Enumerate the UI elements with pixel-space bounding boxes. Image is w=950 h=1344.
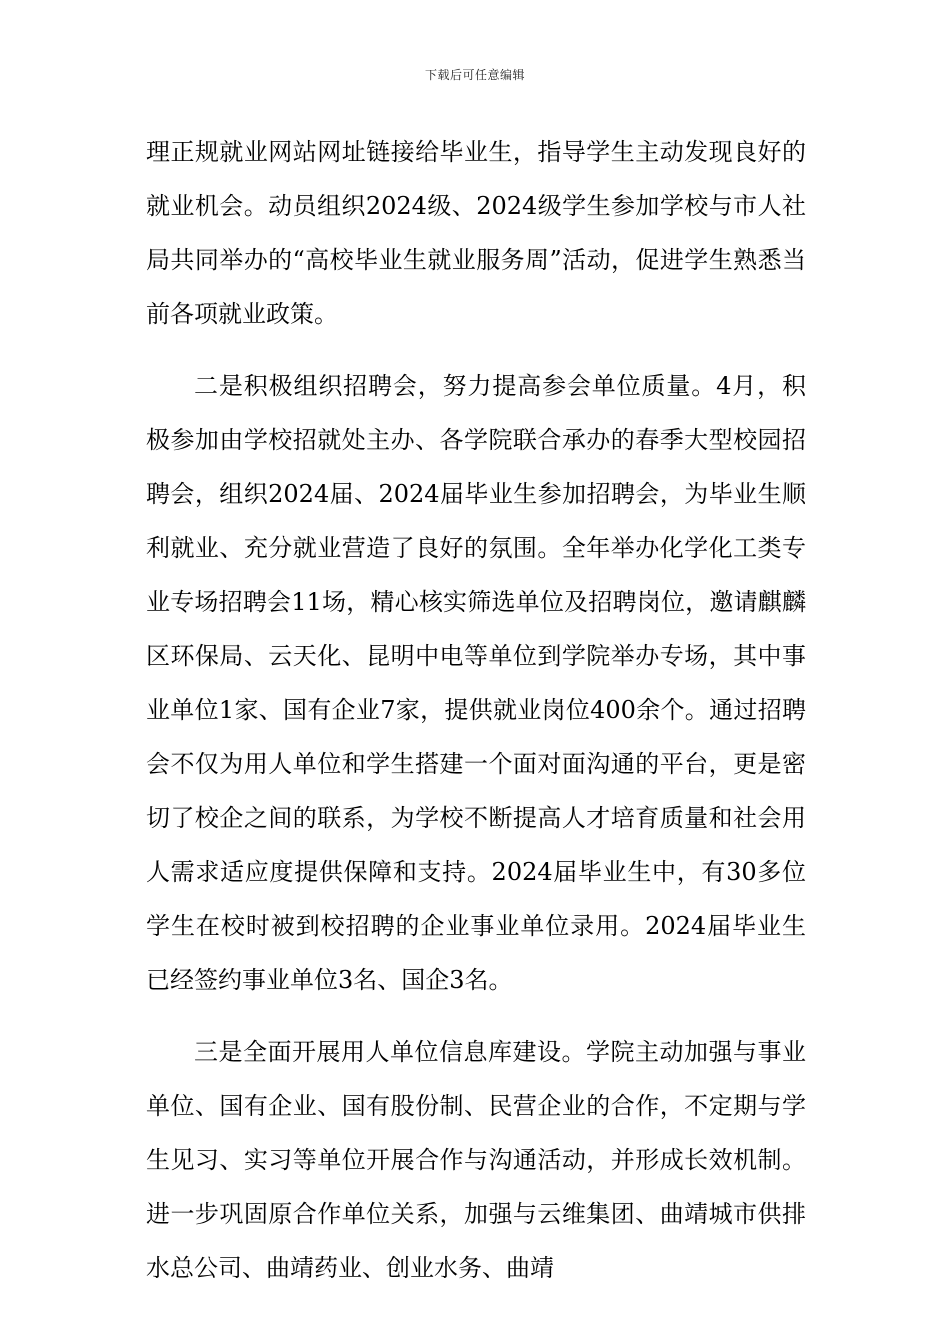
- document-body: [146, 125, 806, 1313]
- paragraph-recruitment-fairs: 二是积极组织招聘会，努力提高参会单位质量。4月，积极参加由学校招就处主办、各学院联合承办的春季大型校园招聘会，组织2024届、2024届毕业生参加招聘会，为毕业生顺利就业、充分就业营造了良好的氛围。全年举办化学化工类专业专场招聘会11场，精心核实筛选单位及招聘岗位，邀请麒麟区环保局、云天化、昆明中电等单位到学院举办专场，其中事业单位1家、国有企业7家，提供就业岗位400余个。通过招聘会不仅为用人单位和学生搭建一个面对面沟通的平台，更是密切了校企之间的联系，为学校不断提高人才培育质量和社会用人需求适应度提供保障和支持。2024届毕业生中，有30多位学生在校时被到校招聘的企业事业单位录用。2024届毕业生已经签约事业单位3名、国企3名。: [146, 372, 806, 994]
- page-header: 下载后可任意编辑: [424, 68, 525, 82]
- paragraph-employer-database: 三是全面开展用人单位信息库建设。学院主动加强与事业单位、国有企业、国有股份制、民营企业的合作，不定期与学生见习、实习等单位开展合作与沟通活动，并形成长效机制。进一步巩固原合作单位关系，加强与云维集团、曲靖城市供排水总公司、曲靖药业、创业水务、曲靖: [146, 1038, 806, 1282]
- paragraph-continuation: 理正规就业网站网址链接给毕业生，指导学生主动发现良好的就业机会。动员组织2024级、2024级学生参加学校与市人社局共同举办的“高校毕业生就业服务周”活动，促进学生熟悉当前各项就业政策。: [146, 138, 806, 328]
